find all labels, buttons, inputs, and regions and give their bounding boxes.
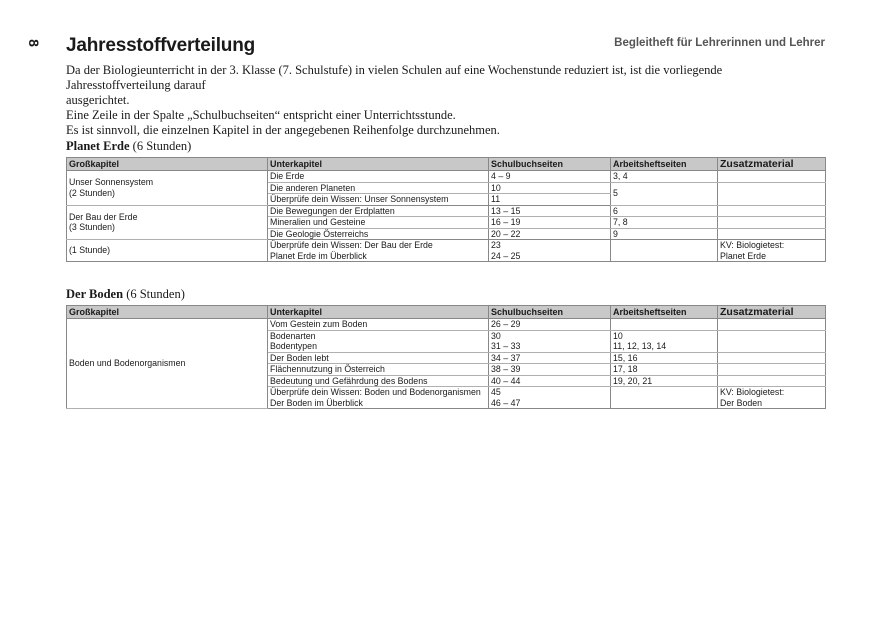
schulbuchseiten-cell: 10 (489, 182, 611, 194)
intro-line: Da der Biologieunterricht in der 3. Klasse (7. Schulstufe) in vielen Schulen auf eine Wochenstunde reduziert ist, ist die vorliegende Jahresstoffverteilung darauf (66, 63, 723, 92)
arbeitsheftseiten-line: 10 (613, 330, 623, 341)
unterkapitel-line: Der Boden im Überblick (270, 397, 363, 408)
section-title-planet-erde (66, 139, 191, 154)
arbeitsheftseiten-cell: 9 (611, 228, 718, 240)
grosskapitel-name: Unser Sonnensystem (69, 177, 154, 188)
schulbuchseiten-cell: 20 – 22 (489, 228, 611, 240)
page-number: 8 (26, 39, 42, 47)
unterkapitel-line: Bodenarten (270, 330, 316, 341)
grosskapitel-cell (67, 205, 268, 240)
schulbuchseiten-cell: 16 – 19 (489, 217, 611, 229)
zusatzmaterial-cell (718, 228, 826, 240)
unterkapitel-cell: Die Bewegungen der Erdplatten (268, 205, 489, 217)
column-header: Unterkapitel (268, 306, 489, 319)
schulbuchseiten-cell: 13 – 15 (489, 205, 611, 217)
zusatzmaterial-cell (718, 182, 826, 205)
schulbuchseiten-line: 24 – 25 (491, 250, 521, 261)
intro-text (66, 63, 826, 138)
arbeitsheftseiten-line: 11, 12, 13, 14 (613, 341, 667, 351)
zusatzmaterial-cell (718, 375, 826, 387)
arbeitsheftseiten-cell (611, 330, 718, 352)
column-header: Zusatzmaterial (718, 158, 826, 171)
arbeitsheftseiten-cell: 7, 8 (611, 217, 718, 229)
zusatzmaterial-line: Planet Erde (720, 250, 766, 261)
unterkapitel-cell: Die Geologie Österreichs (268, 228, 489, 240)
intro-line: Eine Zeile in der Spalte „Schulbuchseiten“ entspricht einer Unterrichtsstunde. (66, 108, 456, 122)
arbeitsheftseiten-cell: 19, 20, 21 (611, 375, 718, 387)
table-row (67, 240, 826, 262)
table-row (67, 205, 826, 217)
arbeitsheftseiten-cell: 17, 18 (611, 364, 718, 376)
zusatzmaterial-cell (718, 217, 826, 229)
section-title-der-boden (66, 287, 185, 302)
grosskapitel-name: Der Bau der Erde (69, 211, 138, 222)
zusatzmaterial-cell (718, 330, 826, 352)
table-header-row (67, 306, 826, 319)
unterkapitel-cell: Bedeutung und Gefährdung des Bodens (268, 375, 489, 387)
schulbuchseiten-cell: 11 (489, 194, 611, 206)
column-header: Schulbuchseiten (489, 306, 611, 319)
unterkapitel-cell: Vom Gestein zum Boden (268, 319, 489, 331)
grosskapitel-cell (67, 171, 268, 206)
table-header-row (67, 158, 826, 171)
unterkapitel-cell: Der Boden lebt (268, 352, 489, 364)
schulbuchseiten-line: 30 (491, 330, 501, 341)
grosskapitel-hours: (2 Stunden) (69, 187, 115, 198)
zusatzmaterial-cell (718, 387, 826, 409)
unterkapitel-cell (268, 330, 489, 352)
unterkapitel-line: Überprüfe dein Wissen: Der Bau der Erde (270, 240, 433, 250)
unterkapitel-cell: Die Erde (268, 171, 489, 183)
unterkapitel-cell: Flächennutzung in Österreich (268, 364, 489, 376)
column-header: Großkapitel (67, 158, 268, 171)
zusatzmaterial-cell (718, 352, 826, 364)
column-header: Großkapitel (67, 306, 268, 319)
zusatzmaterial-line: KV: Biologietest: (720, 240, 785, 250)
section-hours: (6 Stunden) (126, 287, 185, 301)
schulbuchseiten-cell (489, 240, 611, 262)
table-der-boden (66, 305, 826, 409)
zusatzmaterial-cell (718, 319, 826, 331)
unterkapitel-line: Überprüfe dein Wissen: Boden und Bodenorganismen (270, 387, 481, 397)
zusatzmaterial-line: Der Boden (720, 397, 763, 408)
zusatzmaterial-cell (718, 171, 826, 183)
schulbuchseiten-cell: 38 – 39 (489, 364, 611, 376)
section-title-text: Planet Erde (66, 139, 130, 153)
zusatzmaterial-cell (718, 364, 826, 376)
column-header: Zusatzmaterial (718, 306, 826, 319)
schulbuchseiten-line: 45 (491, 387, 501, 397)
schulbuchseiten-cell: 40 – 44 (489, 375, 611, 387)
section-title-text: Der Boden (66, 287, 124, 301)
intro-line: ausgerichtet. (66, 93, 130, 107)
arbeitsheftseiten-cell (611, 240, 718, 262)
page-title: Jahresstoffverteilung (66, 35, 256, 56)
arbeitsheftseiten-cell: 6 (611, 205, 718, 217)
table-row (67, 319, 826, 331)
unterkapitel-cell: Überprüfe dein Wissen: Unser Sonnensystem (268, 194, 489, 206)
unterkapitel-cell: Mineralien und Gesteine (268, 217, 489, 229)
unterkapitel-cell (268, 387, 489, 409)
column-header: Arbeitsheftseiten (611, 158, 718, 171)
schulbuchseiten-cell: 26 – 29 (489, 319, 611, 331)
column-header: Unterkapitel (268, 158, 489, 171)
arbeitsheftseiten-cell (611, 387, 718, 409)
arbeitsheftseiten-cell (611, 319, 718, 331)
schulbuchseiten-cell (489, 330, 611, 352)
intro-line: Es ist sinnvoll, die einzelnen Kapitel in der angegebenen Reihenfolge durchzunehmen. (66, 123, 500, 137)
column-header: Arbeitsheftseiten (611, 306, 718, 319)
zusatzmaterial-cell (718, 240, 826, 262)
table-planet-erde (66, 157, 826, 262)
grosskapitel-cell: (1 Stunde) (67, 240, 268, 262)
section-hours: (6 Stunden) (132, 139, 192, 153)
column-header: Schulbuchseiten (489, 158, 611, 171)
grosskapitel-cell: Boden und Bodenorganismen (67, 319, 268, 409)
schulbuchseiten-line: 46 – 47 (491, 397, 521, 408)
arbeitsheftseiten-cell: 5 (611, 182, 718, 205)
schulbuchseiten-cell (489, 387, 611, 409)
running-header: Begleitheft für Lehrerinnen und Lehrer (614, 37, 825, 49)
schulbuchseiten-cell: 34 – 37 (489, 352, 611, 364)
arbeitsheftseiten-cell: 3, 4 (611, 171, 718, 183)
zusatzmaterial-line: KV: Biologietest: (720, 387, 785, 397)
schulbuchseiten-cell: 4 – 9 (489, 171, 611, 183)
schulbuchseiten-line: 23 (491, 240, 501, 250)
unterkapitel-line: Planet Erde im Überblick (270, 250, 367, 261)
grosskapitel-hours: (3 Stunden) (69, 222, 115, 233)
unterkapitel-line: Bodentypen (270, 341, 317, 351)
zusatzmaterial-cell (718, 205, 826, 217)
schulbuchseiten-line: 31 – 33 (491, 341, 521, 351)
unterkapitel-cell (268, 240, 489, 262)
table-row (67, 171, 826, 183)
arbeitsheftseiten-cell: 15, 16 (611, 352, 718, 364)
unterkapitel-cell: Die anderen Planeten (268, 182, 489, 194)
